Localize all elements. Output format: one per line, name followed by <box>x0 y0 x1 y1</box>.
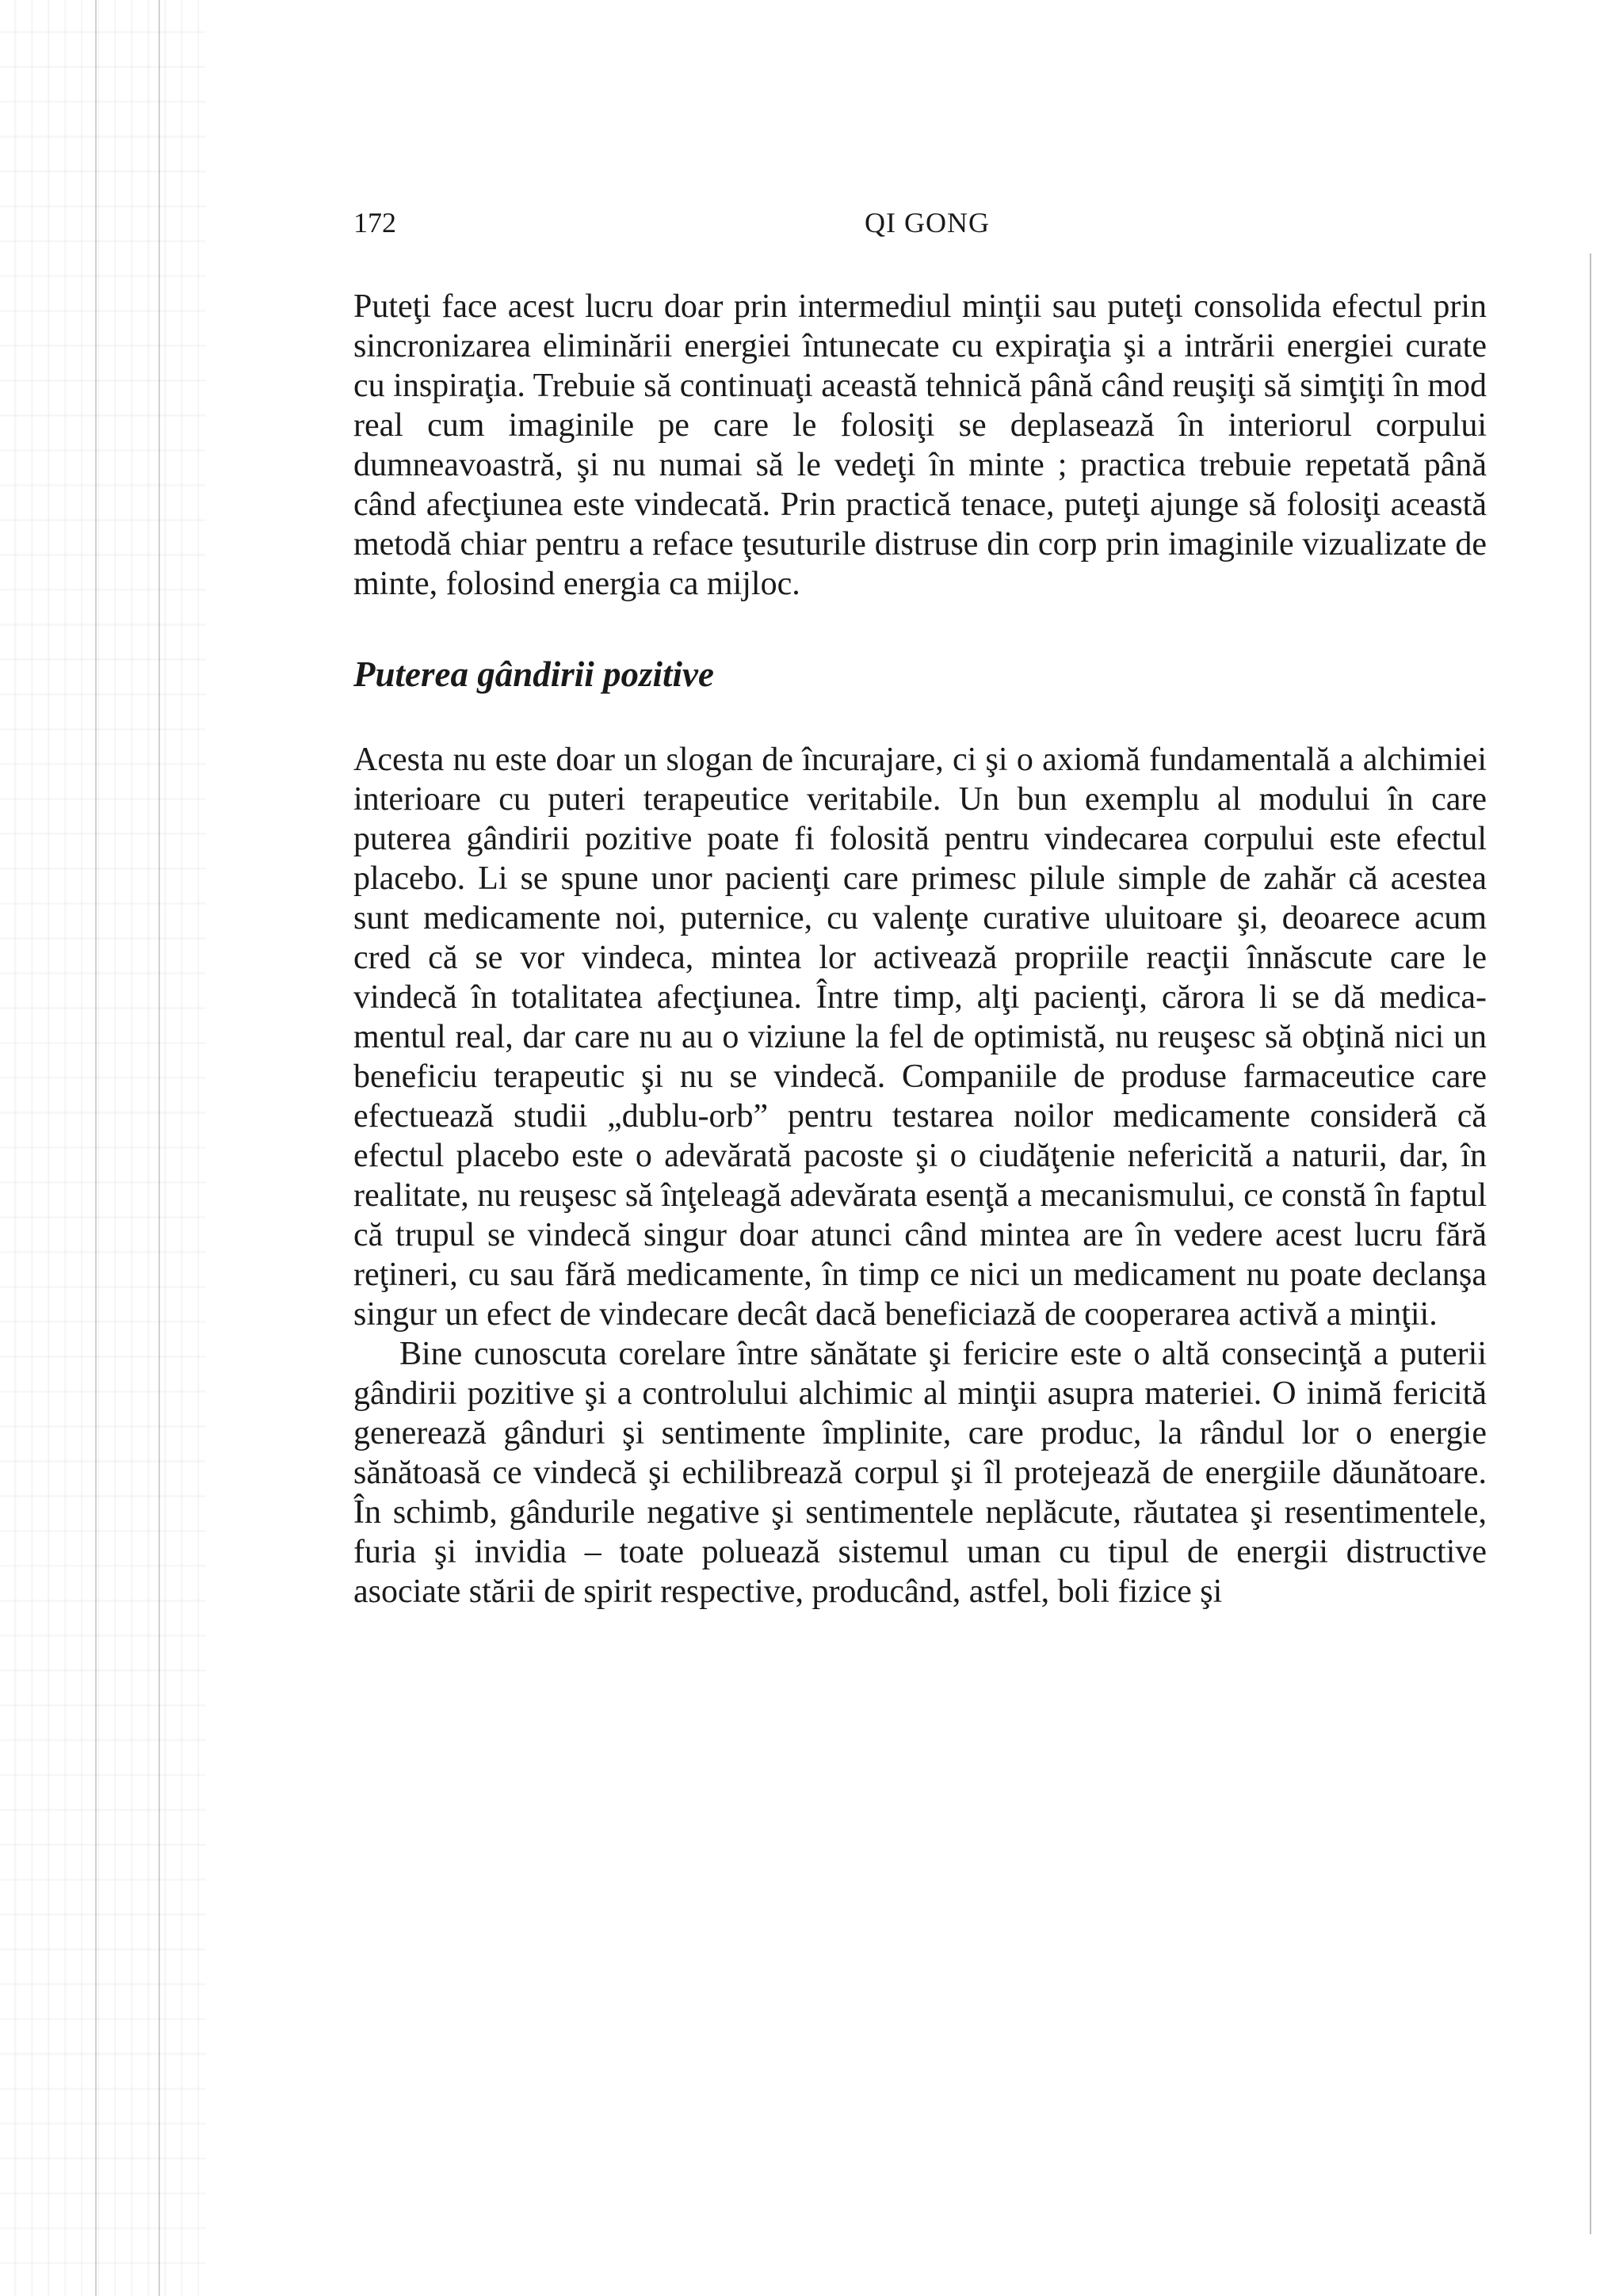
scan-gutter-noise <box>0 0 206 2296</box>
scan-gutter-line <box>158 0 160 2296</box>
running-head <box>353 206 1487 254</box>
running-title: QI GONG <box>865 207 990 238</box>
paragraph: Bine cunoscuta corelare între sănătate şi fericire este o altă consecinţă a puterii gândirii pozitive şi a controlului alchimic al minţii asupra materiei. O inimă fericită generează gânduri şi sentimente împlinite, care produc, la rândul lor o energie sănătoasă ce vindecă şi echilibrează corpul şi îl protejează de energiile dăunătoare. În schimb, gândurile negative şi sentimentele neplăcute, răutatea şi resentimentele, furia şi invidia – toate poluează sistemul uman cu tipul de energii distructive asociate stării de spirit respective, producând, astfel, boli fizice şi <box>353 1336 1487 1610</box>
paragraph: Acesta nu este doar un slogan de încurajare, ci şi o axiomă fundamentală a alchimiei interioare cu puteri terapeutice veritabile. Un bun exemplu al modului în care puterea gândirii pozitive poate fi folosită pentru vindecarea corpului este efectul placebo. Li se spune unor pacienţi care primesc pilule simple de zahăr că acestea sunt medicamente noi, puternice, cu valenţe curative uluitoare şi, deoarece acum cred că se vor vindeca, mintea lor activează propriile reacţii înnăscute care le vindecă în totalitatea afecţiunea. Între timp, alţi pacienţi, cărora li se dă medicamentul real, dar care nu au o viziune la fel de optimistă, nu reuşesc să obţină nici un beneficiu terapeutic şi nu se vindecă. Companiile de produse farmaceutice care efectuează studii „dublu-orb” pentru testarea noilor medicamente consideră că efectul placebo este o adevărată pacoste şi o ciudăţenie nefericită a naturii, dar, în realitate, nu reuşesc să înţeleagă adevărata esenţă a mecanismului, ce constă în faptul că trupul se vindecă singur doar atunci când mintea are în vedere acest lucru fără reţineri, cu sau fără medicamente, în timp ce nici un medicament nu poate declanşa singur un efect de vindecare decât dacă beneficiază de cooperarea activă a minţii. <box>353 742 1487 1333</box>
page-number: 172 <box>353 207 396 238</box>
scan-gutter-line <box>95 0 97 2296</box>
scan-right-edge <box>1590 254 1591 2234</box>
book-page <box>353 206 1487 1611</box>
section-heading: Puterea gândirii pozitive <box>353 654 714 694</box>
paragraph: Puteţi face acest lucru doar prin intermediul minţii sau puteţi consolida efectul prin sincronizarea eliminării energiei întunecate cu expiraţia şi a intrării energiei curate cu inspiraţia. Trebuie să continuaţi această tehnică până când reuşiţi să simţiţi în mod real cum imaginile pe care le folosiţi se deplasează în interiorul corpului dumneavoastră, şi nu numai să le vedeţi în minte ; practica trebuie repetată până când afecţiunea este vindecată. Prin practică tenace, puteţi ajunge să folosiţi această metodă chiar pentru a reface ţesuturile distruse din corp prin imaginile vizualizate de minte, folosind energia ca mijloc. <box>353 288 1487 602</box>
